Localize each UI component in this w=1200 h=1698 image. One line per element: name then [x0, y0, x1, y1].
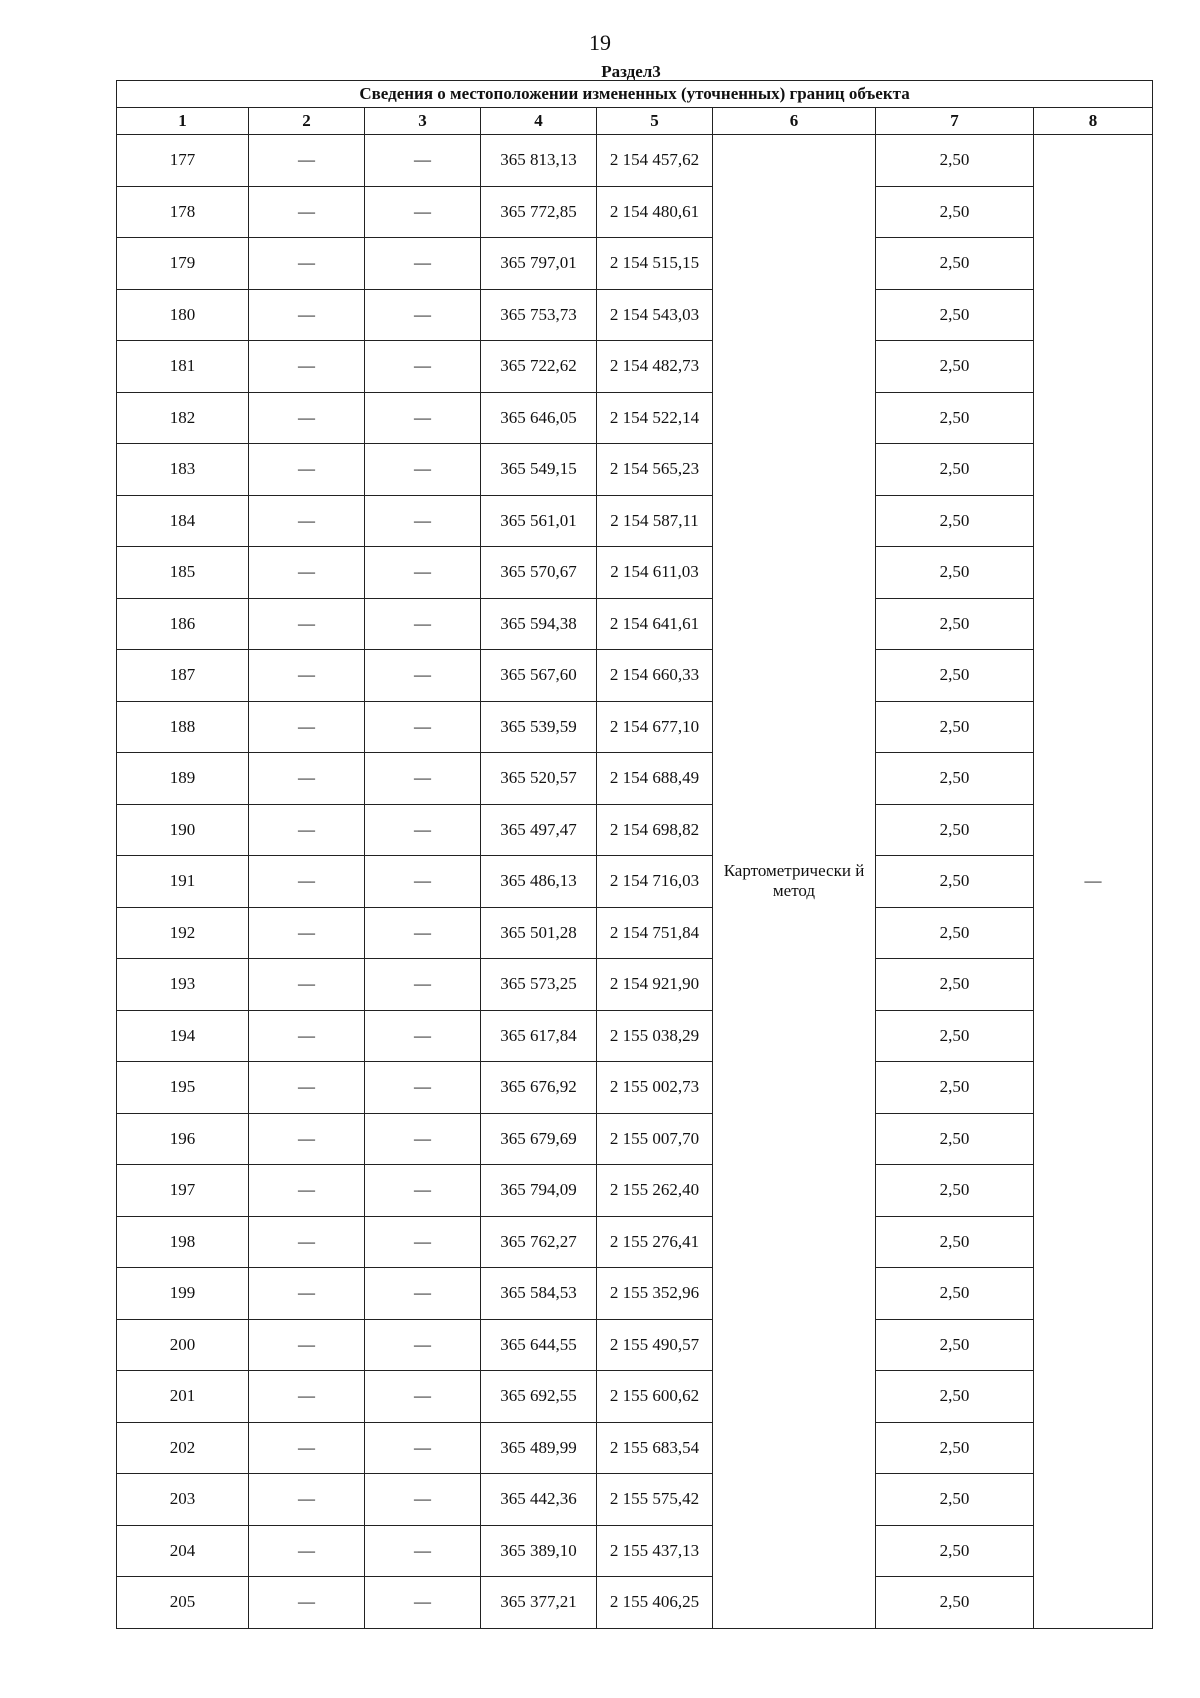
point-number-cell: 204	[117, 1525, 249, 1577]
table-row	[117, 650, 1153, 702]
y-coordinate-cell: 2 154 480,61	[597, 186, 713, 238]
accuracy-cell: 2,50	[876, 341, 1034, 393]
accuracy-cell: 2,50	[876, 701, 1034, 753]
y-coordinate-cell: 2 154 522,14	[597, 392, 713, 444]
y-coordinate-cell: 2 154 587,11	[597, 495, 713, 547]
x-coordinate-cell: 365 497,47	[481, 804, 597, 856]
col2-cell: —	[249, 1216, 365, 1268]
col3-cell: —	[365, 547, 481, 599]
point-number-cell: 181	[117, 341, 249, 393]
x-coordinate-cell: 365 722,62	[481, 341, 597, 393]
y-coordinate-cell: 2 154 565,23	[597, 444, 713, 496]
x-coordinate-cell: 365 570,67	[481, 547, 597, 599]
col3-cell: —	[365, 650, 481, 702]
point-number-cell: 182	[117, 392, 249, 444]
table-row	[117, 907, 1153, 959]
accuracy-cell: 2,50	[876, 1268, 1034, 1320]
point-number-cell: 179	[117, 238, 249, 290]
table-row	[117, 1113, 1153, 1165]
accuracy-cell: 2,50	[876, 135, 1034, 187]
accuracy-cell: 2,50	[876, 1216, 1034, 1268]
col3-cell: —	[365, 753, 481, 805]
point-number-cell: 195	[117, 1062, 249, 1114]
col3-cell: —	[365, 135, 481, 187]
accuracy-cell: 2,50	[876, 1165, 1034, 1217]
x-coordinate-cell: 365 679,69	[481, 1113, 597, 1165]
accuracy-cell: 2,50	[876, 1062, 1034, 1114]
x-coordinate-cell: 365 772,85	[481, 186, 597, 238]
column-number-6: 6	[713, 108, 876, 135]
table-row	[117, 1062, 1153, 1114]
accuracy-cell: 2,50	[876, 1113, 1034, 1165]
accuracy-cell: 2,50	[876, 289, 1034, 341]
table-row	[117, 598, 1153, 650]
page-number: 19	[589, 30, 611, 55]
x-coordinate-cell: 365 489,99	[481, 1422, 597, 1474]
y-coordinate-cell: 2 155 683,54	[597, 1422, 713, 1474]
y-coordinate-cell: 2 154 677,10	[597, 701, 713, 753]
x-coordinate-cell: 365 692,55	[481, 1371, 597, 1423]
table-row	[117, 1577, 1153, 1629]
point-number-cell: 200	[117, 1319, 249, 1371]
accuracy-cell: 2,50	[876, 1371, 1034, 1423]
col2-cell: —	[249, 444, 365, 496]
col2-cell: —	[249, 1165, 365, 1217]
col3-cell: —	[365, 1010, 481, 1062]
x-coordinate-cell: 365 573,25	[481, 959, 597, 1011]
point-number-cell: 189	[117, 753, 249, 805]
x-coordinate-cell: 365 561,01	[481, 495, 597, 547]
x-coordinate-cell: 365 539,59	[481, 701, 597, 753]
accuracy-cell: 2,50	[876, 1422, 1034, 1474]
point-number-cell: 187	[117, 650, 249, 702]
col2-cell: —	[249, 289, 365, 341]
table-row	[117, 804, 1153, 856]
col2-cell: —	[249, 1319, 365, 1371]
accuracy-cell: 2,50	[876, 392, 1034, 444]
y-coordinate-cell: 2 155 437,13	[597, 1525, 713, 1577]
y-coordinate-cell: 2 155 262,40	[597, 1165, 713, 1217]
table-row	[117, 753, 1153, 805]
table-row	[117, 547, 1153, 599]
accuracy-cell: 2,50	[876, 856, 1034, 908]
point-number-cell: 199	[117, 1268, 249, 1320]
point-number-cell: 180	[117, 289, 249, 341]
col3-cell: —	[365, 289, 481, 341]
col2-cell: —	[249, 341, 365, 393]
col3-cell: —	[365, 1474, 481, 1526]
col3-cell: —	[365, 856, 481, 908]
point-number-cell: 186	[117, 598, 249, 650]
point-number-cell: 202	[117, 1422, 249, 1474]
y-coordinate-cell: 2 154 611,03	[597, 547, 713, 599]
table-row	[117, 856, 1153, 908]
method-cell: Картометрически й метод	[713, 135, 876, 1629]
x-coordinate-cell: 365 762,27	[481, 1216, 597, 1268]
x-coordinate-cell: 365 753,73	[481, 289, 597, 341]
x-coordinate-cell: 365 567,60	[481, 650, 597, 702]
x-coordinate-cell: 365 520,57	[481, 753, 597, 805]
table-row	[117, 959, 1153, 1011]
y-coordinate-cell: 2 154 921,90	[597, 959, 713, 1011]
coordinates-table	[116, 80, 1153, 1629]
point-number-cell: 193	[117, 959, 249, 1011]
accuracy-cell: 2,50	[876, 547, 1034, 599]
y-coordinate-cell: 2 154 482,73	[597, 341, 713, 393]
accuracy-cell: 2,50	[876, 1525, 1034, 1577]
table-row	[117, 1319, 1153, 1371]
table-row	[117, 392, 1153, 444]
table-row	[117, 1525, 1153, 1577]
col3-cell: —	[365, 907, 481, 959]
point-number-cell: 191	[117, 856, 249, 908]
table-row	[117, 238, 1153, 290]
x-coordinate-cell: 365 797,01	[481, 238, 597, 290]
x-coordinate-cell: 365 549,15	[481, 444, 597, 496]
col2-cell: —	[249, 238, 365, 290]
point-number-cell: 205	[117, 1577, 249, 1629]
y-coordinate-cell: 2 154 515,15	[597, 238, 713, 290]
y-coordinate-cell: 2 154 751,84	[597, 907, 713, 959]
x-coordinate-cell: 365 584,53	[481, 1268, 597, 1320]
x-coordinate-cell: 365 442,36	[481, 1474, 597, 1526]
point-number-cell: 183	[117, 444, 249, 496]
col3-cell: —	[365, 495, 481, 547]
col3-cell: —	[365, 1165, 481, 1217]
col2-cell: —	[249, 1577, 365, 1629]
column-number-2: 2	[249, 108, 365, 135]
section-title: Раздел3	[601, 62, 661, 81]
column-number-3: 3	[365, 108, 481, 135]
col3-cell: —	[365, 341, 481, 393]
col3-cell: —	[365, 1371, 481, 1423]
col2-cell: —	[249, 1010, 365, 1062]
col3-cell: —	[365, 444, 481, 496]
accuracy-cell: 2,50	[876, 1577, 1034, 1629]
col2-cell: —	[249, 1422, 365, 1474]
x-coordinate-cell: 365 794,09	[481, 1165, 597, 1217]
y-coordinate-cell: 2 155 575,42	[597, 1474, 713, 1526]
col3-cell: —	[365, 701, 481, 753]
point-number-cell: 190	[117, 804, 249, 856]
col3-cell: —	[365, 598, 481, 650]
table-row	[117, 1010, 1153, 1062]
col2-cell: —	[249, 598, 365, 650]
point-number-cell: 178	[117, 186, 249, 238]
column-number-7: 7	[876, 108, 1034, 135]
col2-cell: —	[249, 1062, 365, 1114]
y-coordinate-cell: 2 154 698,82	[597, 804, 713, 856]
col2-cell: —	[249, 135, 365, 187]
table-row	[117, 1268, 1153, 1320]
col2-cell: —	[249, 186, 365, 238]
y-coordinate-cell: 2 155 002,73	[597, 1062, 713, 1114]
col2-cell: —	[249, 650, 365, 702]
col2-cell: —	[249, 392, 365, 444]
table-row	[117, 289, 1153, 341]
col8-cell: —	[1034, 135, 1153, 1629]
column-number-8: 8	[1034, 108, 1153, 135]
col2-cell: —	[249, 1474, 365, 1526]
table-row	[117, 1216, 1153, 1268]
col2-cell: —	[249, 495, 365, 547]
accuracy-cell: 2,50	[876, 1010, 1034, 1062]
y-coordinate-cell: 2 155 352,96	[597, 1268, 713, 1320]
point-number-cell: 196	[117, 1113, 249, 1165]
point-number-cell: 185	[117, 547, 249, 599]
accuracy-cell: 2,50	[876, 238, 1034, 290]
accuracy-cell: 2,50	[876, 1319, 1034, 1371]
y-coordinate-cell: 2 154 641,61	[597, 598, 713, 650]
point-number-cell: 203	[117, 1474, 249, 1526]
col2-cell: —	[249, 1525, 365, 1577]
table-row	[117, 186, 1153, 238]
table-row	[117, 341, 1153, 393]
col3-cell: —	[365, 959, 481, 1011]
point-number-cell: 198	[117, 1216, 249, 1268]
point-number-cell: 188	[117, 701, 249, 753]
table-row	[117, 444, 1153, 496]
y-coordinate-cell: 2 155 007,70	[597, 1113, 713, 1165]
point-number-cell: 192	[117, 907, 249, 959]
table-row	[117, 1165, 1153, 1217]
col2-cell: —	[249, 1113, 365, 1165]
point-number-cell: 184	[117, 495, 249, 547]
col2-cell: —	[249, 1371, 365, 1423]
point-number-cell: 194	[117, 1010, 249, 1062]
x-coordinate-cell: 365 646,05	[481, 392, 597, 444]
accuracy-cell: 2,50	[876, 907, 1034, 959]
x-coordinate-cell: 365 813,13	[481, 135, 597, 187]
y-coordinate-cell: 2 155 038,29	[597, 1010, 713, 1062]
column-number-row	[117, 108, 1153, 135]
y-coordinate-cell: 2 154 660,33	[597, 650, 713, 702]
col2-cell: —	[249, 804, 365, 856]
point-number-cell: 201	[117, 1371, 249, 1423]
table-row	[117, 135, 1153, 187]
y-coordinate-cell: 2 154 457,62	[597, 135, 713, 187]
accuracy-cell: 2,50	[876, 495, 1034, 547]
table-row	[117, 1422, 1153, 1474]
accuracy-cell: 2,50	[876, 186, 1034, 238]
col3-cell: —	[365, 1268, 481, 1320]
col3-cell: —	[365, 238, 481, 290]
table-row	[117, 701, 1153, 753]
x-coordinate-cell: 365 676,92	[481, 1062, 597, 1114]
y-coordinate-cell: 2 154 543,03	[597, 289, 713, 341]
col3-cell: —	[365, 1216, 481, 1268]
x-coordinate-cell: 365 644,55	[481, 1319, 597, 1371]
col3-cell: —	[365, 1062, 481, 1114]
y-coordinate-cell: 2 154 688,49	[597, 753, 713, 805]
x-coordinate-cell: 365 617,84	[481, 1010, 597, 1062]
table-row	[117, 495, 1153, 547]
accuracy-cell: 2,50	[876, 753, 1034, 805]
point-number-cell: 177	[117, 135, 249, 187]
y-coordinate-cell: 2 155 276,41	[597, 1216, 713, 1268]
col2-cell: —	[249, 1268, 365, 1320]
y-coordinate-cell: 2 155 600,62	[597, 1371, 713, 1423]
col2-cell: —	[249, 547, 365, 599]
accuracy-cell: 2,50	[876, 444, 1034, 496]
table-row	[117, 1474, 1153, 1526]
table-body	[117, 135, 1153, 1629]
col3-cell: —	[365, 1577, 481, 1629]
table-caption: Сведения о местоположении измененных (уточненных) границ объекта	[117, 81, 1153, 108]
column-number-5: 5	[597, 108, 713, 135]
col3-cell: —	[365, 392, 481, 444]
x-coordinate-cell: 365 389,10	[481, 1525, 597, 1577]
col2-cell: —	[249, 907, 365, 959]
accuracy-cell: 2,50	[876, 1474, 1034, 1526]
x-coordinate-cell: 365 594,38	[481, 598, 597, 650]
col2-cell: —	[249, 701, 365, 753]
accuracy-cell: 2,50	[876, 804, 1034, 856]
col3-cell: —	[365, 804, 481, 856]
col2-cell: —	[249, 856, 365, 908]
accuracy-cell: 2,50	[876, 598, 1034, 650]
x-coordinate-cell: 365 377,21	[481, 1577, 597, 1629]
col3-cell: —	[365, 1525, 481, 1577]
accuracy-cell: 2,50	[876, 959, 1034, 1011]
accuracy-cell: 2,50	[876, 650, 1034, 702]
col3-cell: —	[365, 1319, 481, 1371]
y-coordinate-cell: 2 155 406,25	[597, 1577, 713, 1629]
point-number-cell: 197	[117, 1165, 249, 1217]
col3-cell: —	[365, 1422, 481, 1474]
column-number-1: 1	[117, 108, 249, 135]
y-coordinate-cell: 2 154 716,03	[597, 856, 713, 908]
x-coordinate-cell: 365 501,28	[481, 907, 597, 959]
x-coordinate-cell: 365 486,13	[481, 856, 597, 908]
col2-cell: —	[249, 753, 365, 805]
table-row	[117, 1371, 1153, 1423]
y-coordinate-cell: 2 155 490,57	[597, 1319, 713, 1371]
col2-cell: —	[249, 959, 365, 1011]
col3-cell: —	[365, 186, 481, 238]
column-number-4: 4	[481, 108, 597, 135]
col3-cell: —	[365, 1113, 481, 1165]
